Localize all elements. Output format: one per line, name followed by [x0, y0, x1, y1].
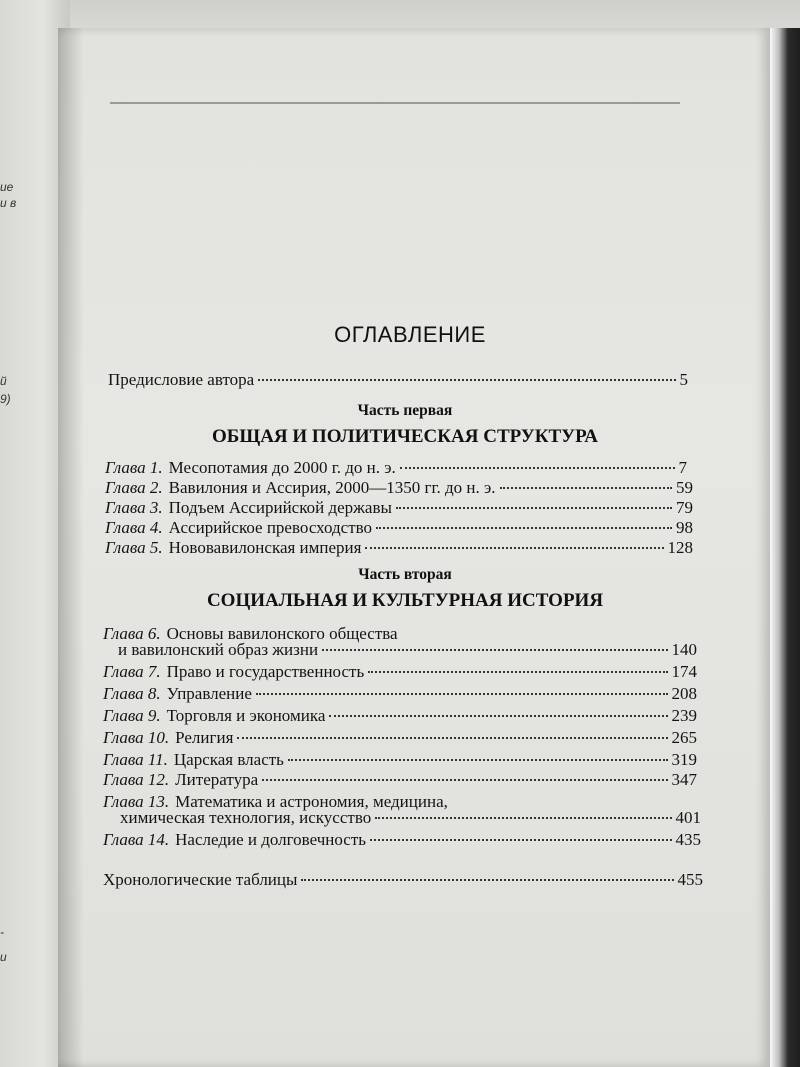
left-page-fragment: и — [0, 950, 7, 964]
dot-leader — [396, 507, 672, 509]
toc-entry-title: Ассирийское превосходство — [168, 518, 373, 537]
dot-leader — [365, 547, 663, 549]
chapter-number: Глава 3. — [105, 498, 163, 517]
chapter-number: Глава 11. — [103, 750, 168, 769]
dot-leader — [258, 379, 675, 381]
toc-entry-chapter[interactable] — [118, 640, 697, 660]
chapter-number: Глава 1. — [105, 458, 163, 477]
toc-entry-title: Управление — [166, 684, 252, 703]
toc-entry-preface[interactable] — [108, 370, 688, 390]
toc-entry-chapter[interactable] — [105, 478, 693, 498]
toc-entry-page: 5 — [679, 370, 688, 389]
dot-leader — [237, 737, 667, 739]
chapter-number: Глава 12. — [103, 770, 170, 789]
toc-entry-title: и вавилонский образ жизни — [118, 640, 319, 659]
toc-entry-title: Литература — [175, 770, 259, 789]
toc-entry-page: 128 — [667, 538, 693, 557]
toc-entry-chapter[interactable] — [103, 750, 697, 770]
dot-leader — [500, 487, 672, 489]
book-cover-edge — [770, 28, 800, 1067]
toc-entry-page: 174 — [671, 662, 697, 681]
toc-entry-chronology[interactable] — [103, 870, 703, 890]
toc-entry-page: 455 — [677, 870, 703, 889]
toc-entry-title: Вавилония и Ассирия, 2000—1350 гг. до н. э. — [168, 478, 496, 497]
toc-entry-page: 239 — [671, 706, 697, 725]
toc-entry-title: Месопотамия до 2000 г. до н. э. — [168, 458, 396, 477]
dot-leader — [376, 527, 672, 529]
toc-entry-page: 140 — [671, 640, 697, 659]
chapter-number: Глава 2. — [105, 478, 163, 497]
header-rule — [110, 102, 680, 104]
left-page-fragment: ие — [0, 180, 14, 194]
toc-entry-page: 98 — [676, 518, 693, 537]
toc-entry-chapter[interactable] — [103, 684, 697, 704]
toc-entry-chapter[interactable] — [103, 728, 697, 748]
part-title: ОБЩАЯ И ПОЛИТИЧЕСКАЯ СТРУКТУРА — [212, 426, 598, 447]
chapter-number: Глава 14. — [103, 830, 170, 849]
chapter-number: Глава 7. — [103, 662, 161, 681]
part-label: Часть вторая — [358, 566, 452, 583]
left-page-fragment: - — [0, 925, 4, 939]
toc-entry-page: 208 — [671, 684, 697, 703]
dot-leader — [375, 817, 671, 819]
toc-entry-title: Торговля и экономика — [166, 706, 326, 725]
toc-entry-chapter[interactable] — [103, 706, 697, 726]
left-page-fragment: й — [0, 374, 7, 388]
dot-leader — [400, 467, 675, 469]
chapter-number: Глава 13. — [103, 792, 170, 811]
left-page-fragment: и в — [0, 196, 17, 210]
toc-entry-page: 265 — [671, 728, 697, 747]
toc-entry-title: Основы вавилонского общества — [166, 624, 398, 643]
toc-entry-title: химическая технология, искусство — [120, 808, 372, 827]
chapter-number: Глава 4. — [105, 518, 163, 537]
chapter-number: Глава 8. — [103, 684, 161, 703]
toc-entry-chapter[interactable] — [103, 662, 697, 682]
toc-entry-title: Математика и астрономия, медицина, — [175, 792, 448, 811]
toc-entry-page: 7 — [678, 458, 687, 477]
spine-shadow — [58, 28, 84, 1067]
dot-leader — [322, 649, 667, 651]
toc-entry-chapter[interactable] — [105, 498, 693, 518]
dot-leader — [329, 715, 667, 717]
toc-entry-title: Предисловие автора — [108, 370, 255, 389]
toc-entry-title: Религия — [175, 728, 234, 747]
toc-entry-chapter[interactable] — [105, 458, 687, 478]
part-label: Часть первая — [357, 402, 453, 419]
toc-entry-chapter[interactable] — [103, 770, 697, 790]
dot-leader — [262, 779, 667, 781]
toc-entry-chapter[interactable] — [103, 830, 701, 850]
background-top — [0, 0, 800, 30]
toc-title: ОГЛАВЛЕНИЕ — [334, 322, 486, 347]
dot-leader — [368, 671, 667, 673]
dot-leader — [301, 879, 673, 881]
dot-leader — [370, 839, 671, 841]
toc-entry-title: Право и государственность — [166, 662, 365, 681]
chapter-number: Глава 9. — [103, 706, 161, 725]
toc-entry-page: 79 — [676, 498, 693, 517]
toc-entry-chapter[interactable] — [120, 808, 701, 828]
toc-entry-title: Царская власть — [173, 750, 284, 769]
toc-entry-page: 401 — [675, 808, 701, 827]
toc-entry-title: Наследие и долговечность — [175, 830, 367, 849]
chapter-number: Глава 5. — [105, 538, 163, 557]
toc-entry-title: Подъем Ассирийской державы — [168, 498, 392, 517]
chapter-number: Глава 6. — [103, 624, 161, 643]
toc-entry-chapter[interactable] — [105, 538, 693, 558]
toc-entry-page: 59 — [676, 478, 693, 497]
toc-entry-chapter[interactable] — [105, 518, 693, 538]
toc-entry-title: Хронологические таблицы — [103, 870, 298, 889]
toc-entry-title: Нововавилонская империя — [168, 538, 362, 557]
left-page-fragment: 9) — [0, 392, 11, 406]
chapter-number: Глава 10. — [103, 728, 170, 747]
part-title: СОЦИАЛЬНАЯ И КУЛЬТУРНАЯ ИСТОРИЯ — [206, 590, 604, 611]
dot-leader — [288, 759, 668, 761]
toc-entry-page: 435 — [675, 830, 701, 849]
dot-leader — [256, 693, 668, 695]
toc-entry-page: 347 — [671, 770, 697, 789]
toc-entry-page: 319 — [671, 750, 697, 769]
